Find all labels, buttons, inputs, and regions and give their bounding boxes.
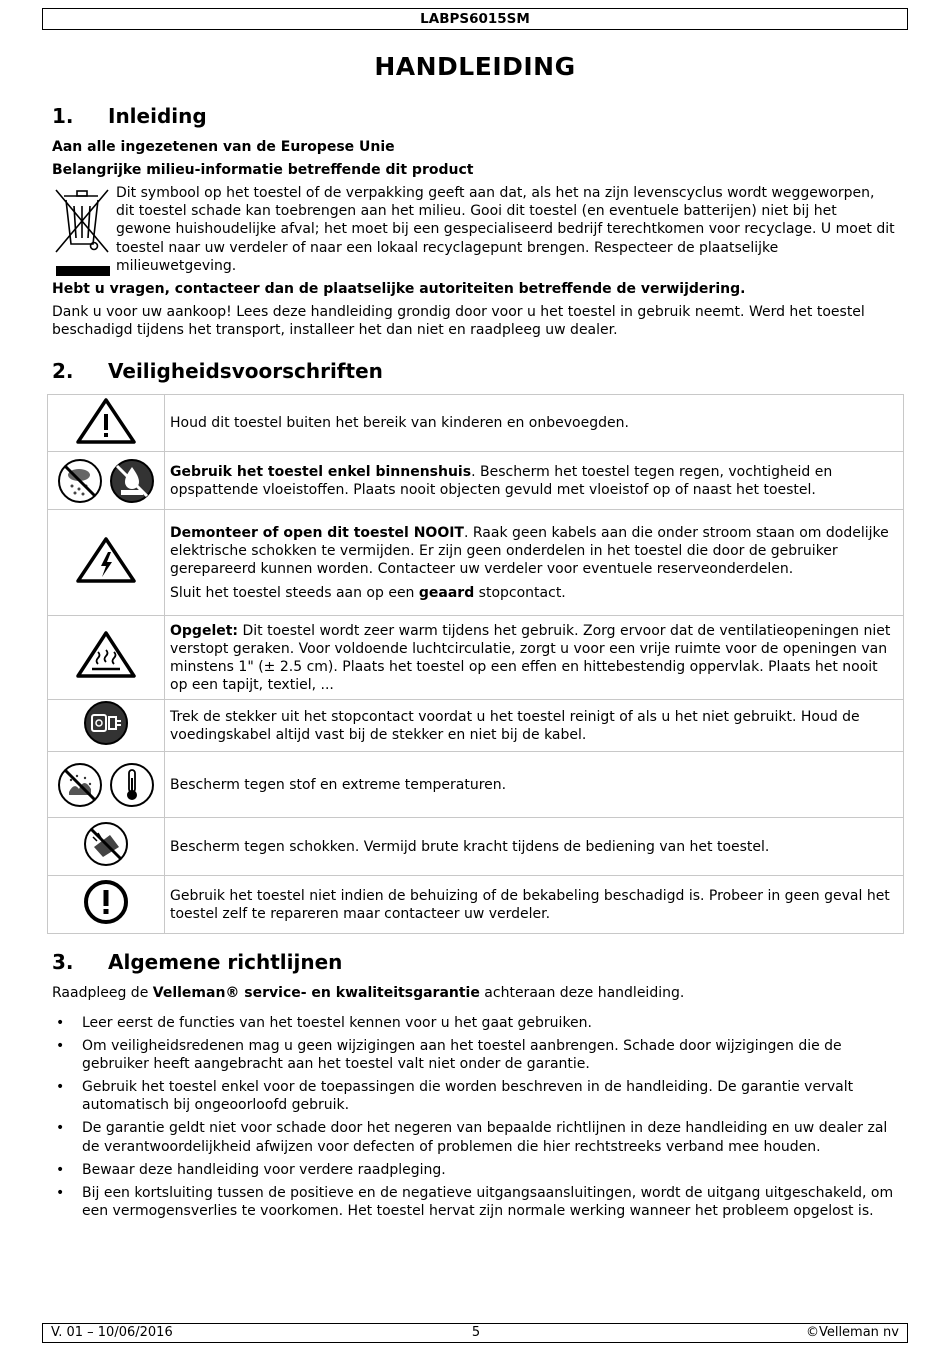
section-1-sub-env: Belangrijke milieu-informatie betreffende dit product — [52, 162, 474, 178]
footer-version: V. 01 – 10/06/2016 — [51, 1325, 173, 1340]
safety-text-heat: Opgelet: Dit toestel wordt zeer warm tijdens het gebruik. Zorg ervoor dat de ventilatieopeningen niet verstopt geraken. Voor voldoende luchtcirculatie, zorgt u voor een vrije ruimte voor de openingen van minstens 1" (± 2.5 cm). Plaats het toestel op een effen en hittebestendig oppervlak. Plaats het nooit op een tapijt, textiel, ... — [170, 622, 891, 693]
no-dust-icon — [57, 762, 103, 808]
page-footer — [42, 1323, 908, 1343]
caution-exclamation-icon — [83, 879, 129, 925]
unplug-icon — [83, 700, 129, 746]
no-rain-icon — [57, 458, 103, 504]
section-2-heading: 2. Veiligheidsvoorschriften — [52, 359, 383, 383]
list-item: • Gebruik het toestel enkel voor de toepassingen die worden beschreven in de handleiding. De garantie vervalt automatisch bij ongeoorloofd gebruik. — [52, 1078, 902, 1114]
safety-row — [48, 752, 904, 818]
section-3-heading: 3. Algemene richtlijnen — [52, 950, 343, 974]
header-model: LABPS6015SM — [420, 11, 530, 27]
safety-text-indoor: Gebruik het toestel enkel binnenshuis. Bescherm het toestel tegen regen, vochtigheid en opspattende vloeistoffen. Plaats nooit objecten gevuld met vloeistof op of naast het toestel. — [170, 463, 833, 498]
list-item: • Om veiligheidsredenen mag u geen wijzigingen aan het toestel aanbrengen. Schade door wijzigingen die de gebruiker heeft aangebracht aan het toestel valt niet onder de garantie. — [52, 1037, 902, 1073]
safety-row — [48, 395, 904, 452]
footer-copyright: ©Velleman nv — [805, 1325, 899, 1340]
disposal-note: Hebt u vragen, contacteer dan de plaatselijke autoriteiten betreffende de verwijdering. — [52, 281, 746, 297]
guidelines-list — [52, 1014, 902, 1225]
list-item: • Leer eerst de functies van het toestel kennen voor u het gaat gebruiken. — [52, 1014, 902, 1032]
list-item: • Bij een kortsluiting tussen de positieve en de negatieve uitgangsaansluitingen, wordt de uitgang uitgeschakeld, om een vermogensverlies te voorkomen. Het toestel hervat zijn normale werking wanneer het probleem opgelost is. — [52, 1184, 902, 1220]
no-shock-icon — [83, 821, 129, 867]
safety-table — [47, 394, 904, 934]
safety-text-dust: Bescherm tegen stof en extreme temperaturen. — [170, 776, 507, 793]
section-1-heading: 1. Inleiding — [52, 104, 207, 128]
safety-text-disassemble: Demonteer of open dit toestel NOOIT. Raak geen kabels aan die onder stroom staan om dodelijke elektrische schokken te vermijden. Er zijn geen onderdelen in het toestel die door de gebruiker gerepareerd kunnen worden. Contacteer uw verdeler voor eventuele reserveonderdelen. — [170, 524, 889, 577]
safety-text-grounded: Sluit het toestel steeds aan op een geaard stopcontact. — [170, 584, 566, 601]
list-item: • De garantie geldt niet voor schade door het negeren van bepaalde richtlijnen in deze handleiding en uw dealer zal de verantwoordelijkheid afwijzen voor defecten of problemen die hier rechtstreeks verband mee houden. — [52, 1119, 902, 1155]
warning-triangle-icon — [75, 397, 137, 445]
weee-bin-icon — [52, 186, 114, 278]
section-1-sub-eu: Aan alle ingezetenen van de Europese Unie — [52, 139, 395, 155]
safety-row — [48, 818, 904, 876]
page-header — [42, 8, 908, 30]
electric-hazard-icon — [75, 536, 137, 584]
safety-row — [48, 510, 904, 616]
document-title: HANDLEIDING — [374, 52, 576, 81]
safety-text-children: Houd dit toestel buiten het bereik van kinderen en onbevoegden. — [170, 415, 629, 431]
section-3-intro: Raadpleeg de Velleman® service- en kwaliteitsgarantie achteraan deze handleiding. — [52, 985, 685, 1001]
safety-text-damaged: Gebruik het toestel niet indien de behuizing of de bekabeling beschadigd is. Probeer in geen geval het toestel zelf te repareren maar contacteer uw verdeler. — [170, 887, 890, 922]
safety-row — [48, 700, 904, 752]
safety-row — [48, 876, 904, 934]
safety-row — [48, 616, 904, 700]
hot-surface-icon — [75, 630, 137, 680]
safety-text-unplug: Trek de stekker uit het stopcontact voordat u het toestel reinigt of als u het niet gebruikt. Houd de voedingskabel altijd vast bij de stekker en niet bij de kabel. — [170, 708, 860, 743]
safety-row — [48, 452, 904, 510]
footer-page-number: 5 — [471, 1325, 481, 1340]
list-item: • Bewaar deze handleiding voor verdere raadpleging. — [52, 1161, 902, 1179]
thanks-paragraph: Dank u voor uw aankoop! Lees deze handleiding grondig door voor u het toestel in gebruik neemt. Werd het toestel beschadigd tijdens het transport, installeer het dan niet en raadpleeg uw dealer. — [52, 304, 865, 338]
no-liquid-icon — [109, 458, 155, 504]
safety-text-shock: Bescherm tegen schokken. Vermijd brute kracht tijdens de bediening van het toestel. — [170, 838, 770, 855]
weee-text: Dit symbool op het toestel of de verpakking geeft aan dat, als het na zijn levenscyclus wordt weggeworpen, dit toestel schade kan toebrengen aan het milieu. Gooi dit toestel (en eventuele batterijen) niet bij het gewone huishoudelijke afval; het moet bij een gespecialiseerd bedrijf terechtkomen voor recyclage. U moet dit toestel naar uw verdeler of naar een lokaal recyclagepunt brengen. Respecteer de plaatselijke milieuwetgeving. — [116, 185, 895, 274]
thermometer-icon — [109, 762, 155, 808]
